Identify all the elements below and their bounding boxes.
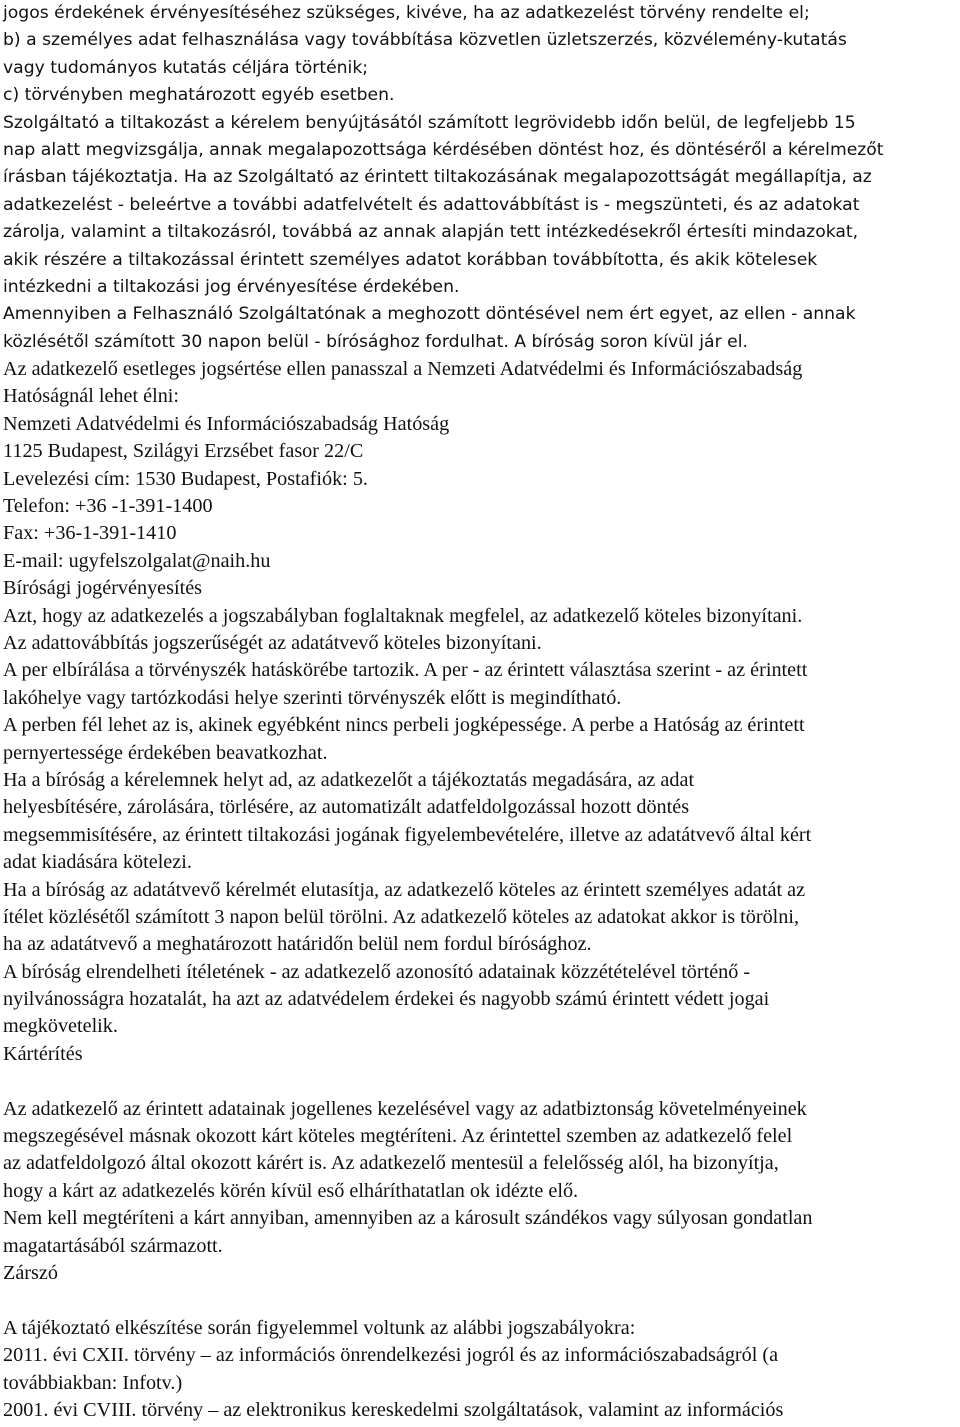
text-line: Az adatkezelő az érintett adatainak jogellenes kezelésével vagy az adatbiztonság követelményeinek [3, 1097, 807, 1120]
text-line: Szolgáltató a tiltakozást a kérelem benyújtásától számított legrövidebb időn belül, de legfeljebb 15 [3, 112, 856, 133]
text-line: írásban tájékoztatja. Ha az Szolgáltató az érintett tiltakozásának megalapozottságát megállapítja, az [3, 167, 872, 188]
section-heading-zarszo: Zárszó [3, 1261, 58, 1284]
text-line: jogos érdekének érvényesítéséhez szükséges, kivéve, ha az adatkezelést törvény rendelte el; [3, 3, 810, 23]
text-line: megkövetelik. [3, 1015, 118, 1038]
blank-line [3, 1287, 958, 1314]
blank-line [3, 1068, 958, 1095]
text-line: b) a személyes adat felhasználása vagy továbbítása közvetlen üzletszerzés, közvélemény-kutatás [3, 30, 847, 51]
text-line: Az adattovábbítás jogszerűségét az adatátvevő köteles bizonyítani. [3, 631, 542, 654]
text-line: közlésétől számított 30 napon belül - bírósághoz fordulhat. A bíróság soron kívül jár el. [3, 331, 748, 352]
authority-postal-address: Levelezési cím: 1530 Budapest, Postafiók: 5. [3, 467, 368, 490]
authority-email: E-mail: ugyfelszolgalat@naih.hu [3, 549, 271, 572]
text-line: akik részére a tiltakozással érintett személyes adatot korábban továbbította, és akik kötelesek [3, 249, 818, 270]
authority-address: 1125 Budapest, Szilágyi Erzsébet fasor 22/C [3, 440, 364, 463]
text-line: adat kiadására kötelezi. [3, 851, 192, 874]
text-line: Amennyiben a Felhasználó Szolgáltatónak a meghozott döntésével nem ért egyet, az ellen - annak [3, 304, 856, 325]
text-line: A per elbírálása a törvényszék hatáskörébe tartozik. A per - az érintett választása szerint - az érintett [3, 659, 808, 682]
text-line: ha az adatátvevő a meghatározott határidőn belül nem fordul bírósághoz. [3, 933, 592, 956]
text-line: Nem kell megtéríteni a kárt annyiban, amennyiben az a károsult szándékos vagy súlyosan gondatlan [3, 1207, 813, 1230]
text-line: zárolja, valamint a tiltakozásról, továbbá az annak alapján tett intézkedésekről értesíti mindazokat, [3, 222, 859, 243]
authority-name: Nemzeti Adatvédelmi és Információszabadság Hatóság [3, 412, 450, 435]
text-line: nyilvánosságra hozatalát, ha azt az adatvédelem érdekei és nagyobb számú érintett védett jogai [3, 988, 770, 1011]
text-line: vagy tudományos kutatás céljára történik; [3, 57, 369, 78]
section-heading-birosagi: Bírósági jogérvényesítés [3, 577, 203, 600]
text-line: Ha a bíróság a kérelemnek helyt ad, az adatkezelőt a tájékoztatás megadására, az adat [3, 768, 695, 791]
text-line: magatartásából származott. [3, 1234, 223, 1257]
text-line: A perben fél lehet az is, akinek egyébként nincs perbeli jogképessége. A perbe a Hatóság az érintett [3, 714, 805, 737]
text-line: 2011. évi CXII. törvény – az információs önrendelkezési jogról és az információszabadságról (a [3, 1344, 779, 1367]
text-line: nap alatt megvizsgálja, annak megalapozottsága kérdésében döntést hoz, és döntéséről a kérelmezőt [3, 139, 884, 160]
section-heading-karterites: Kártérítés [3, 1042, 83, 1065]
document-page [3, 0, 958, 1424]
text-line: Hatóságnál lehet élni: [3, 385, 180, 408]
text-line: ítélet közlésétől számított 3 napon belül törölni. Az adatkezelő köteles az adatokat akkor is törölni, [3, 905, 800, 928]
serif-section [3, 356, 958, 1424]
text-line: hogy a kárt az adatkezelés körén kívül eső elháríthatatlan ok idézte elő. [3, 1179, 579, 1202]
text-line: megsemmisítésére, az érintett tiltakozási jogának figyelembevételére, illetve az adatátvevő által kért [3, 823, 812, 846]
text-line: c) törvényben meghatározott egyéb esetben. [3, 85, 395, 106]
text-line: Ha a bíróság az adatátvevő kérelmét elutasítja, az adatkezelő köteles az érintett személyes adatát az [3, 878, 806, 901]
text-line: lakóhelye vagy tartózkodási helye szerinti törvényszék előtt is megindítható. [3, 686, 622, 709]
text-line: helyesbítésére, zárolására, törlésére, az automatizált adatfeldolgozással hozott döntés [3, 796, 690, 819]
authority-fax: Fax: +36-1-391-1410 [3, 522, 177, 545]
text-line: A bíróság elrendelheti ítéletének - az adatkezelő azonosító adatainak közzétételével történő - [3, 960, 751, 983]
text-line: Azt, hogy az adatkezelés a jogszabályban foglaltaknak megfelel, az adatkezelő köteles bizonyítani. [3, 604, 803, 627]
text-line: az adatfeldolgozó által okozott kárért is. Az adatkezelő mentesül a felelősség alól, ha bizonyítja, [3, 1152, 779, 1175]
authority-phone: Telefon: +36 -1-391-1400 [3, 495, 213, 518]
sans-section [3, 0, 958, 356]
text-line: A tájékoztató elkészítése során figyelemmel voltunk az alábbi jogszabályokra: [3, 1316, 636, 1339]
text-line: adatkezelést - beleértve a további adatfelvételt és adattovábbítást is - megszünteti, és az adatokat [3, 194, 860, 215]
text-line: Az adatkezelő esetleges jogsértése ellen panasszal a Nemzeti Adatvédelmi és Információszabadság [3, 358, 803, 381]
text-line: intézkedni a tiltakozási jog érvényesítése érdekében. [3, 276, 460, 297]
text-line: pernyertessége érdekében beavatkozhat. [3, 741, 328, 764]
text-line: 2001. évi CVIII. törvény – az elektronikus kereskedelmi szolgáltatások, valamint az információs [3, 1398, 784, 1421]
text-line: megszegésével másnak okozott kárt köteles megtéríteni. Az érintettel szemben az adatkezelő felel [3, 1125, 793, 1148]
text-line: továbbiakban: Infotv.) [3, 1371, 183, 1394]
